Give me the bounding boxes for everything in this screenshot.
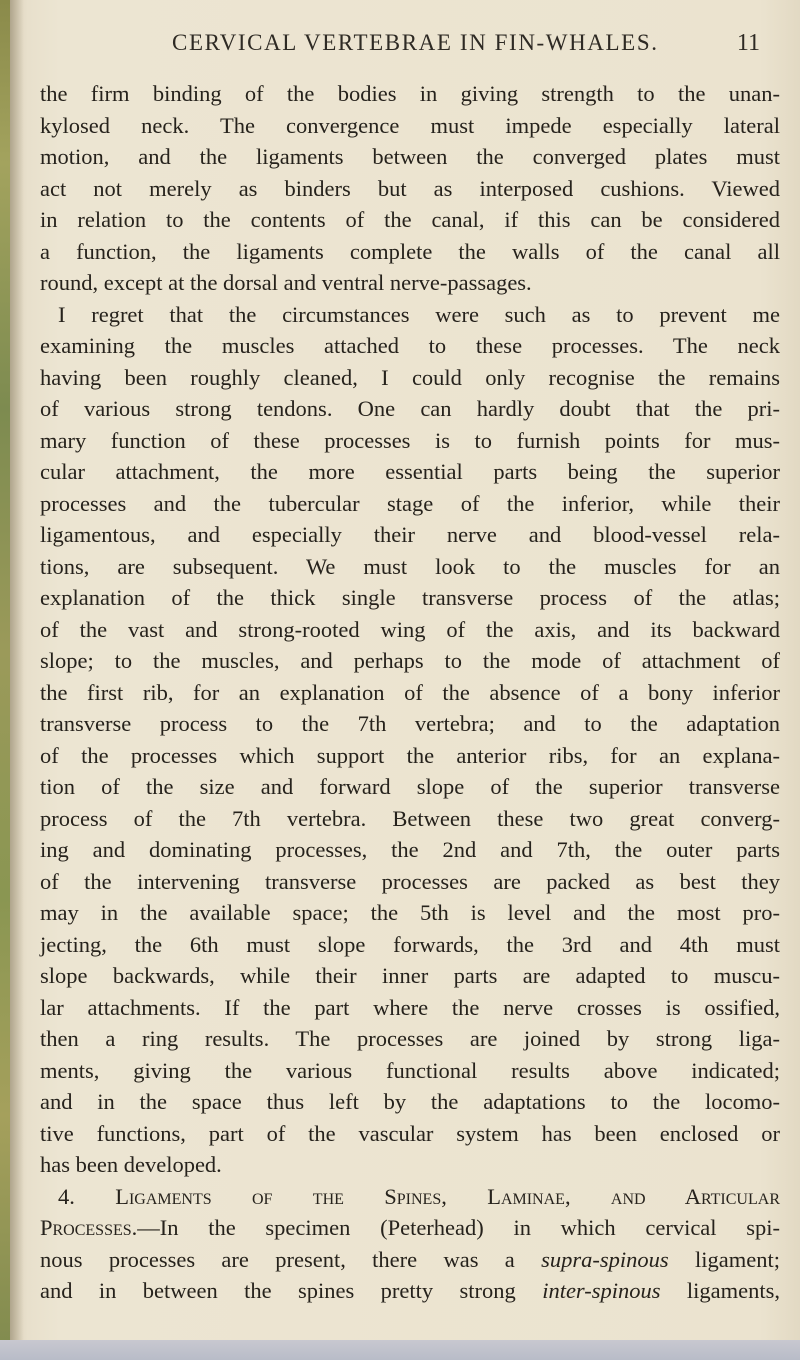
section-heading-continued: Processes. [40,1215,138,1240]
text-line: ligamentous, and especially their nerve and blood-vessel rela- [40,522,780,547]
italic-term: supra-spinous [541,1246,669,1272]
text-line: tions, are subsequent. We must look to the muscles for an [40,553,780,579]
text-line: transverse process to the 7th vertebra; and to the adaptation [40,711,780,736]
paragraph-start-line: I regret that the circumstances were such as to prevent me [58,301,780,327]
text-line [40,1275,780,1307]
text-line: tive functions, part of the vascular system has been enclosed or [40,1120,780,1146]
running-head: CERVICAL VERTEBRAE IN FIN-WHALES. [172,30,659,55]
text-line: examining the muscles attached to these processes. The neck [40,333,780,358]
text-line: of the intervening transverse processes are packed as best they [40,868,780,894]
text-line: has been developed. [40,1152,222,1177]
text-line: cular attachment, the more essential parts being the superior [40,459,780,484]
text-fragment: nous processes are present, there was a [40,1246,542,1272]
section-first-line [40,1212,780,1244]
text-line: mary function of these processes is to furnish points for mus- [40,427,780,453]
page-header [60,30,760,66]
text-fragment: and in between the spines pretty strong [40,1278,543,1303]
text-fragment: ligament; [668,1246,780,1272]
section-text: —In the specimen (Peterhead) in which cervical spi- [137,1215,780,1240]
text-line: act not merely as binders but as interposed cushions. Viewed [40,175,780,201]
text-line: then a ring results. The processes are joined by strong liga- [40,1026,780,1051]
text-line: motion, and the ligaments between the converged plates must [40,144,780,169]
text-line: process of the 7th vertebra. Between these two great converg- [40,805,780,831]
text-line: ments, giving the various functional results above indicated; [40,1057,780,1083]
section-heading: Ligaments of the Spines, Laminae, and Articular [115,1183,780,1209]
text-line: slope backwards, while their inner parts are adapted to muscu- [40,963,780,988]
text-line: in relation to the contents of the canal, if this can be considered [40,207,780,232]
text-line: of the vast and strong-rooted wing of the axis, and its backward [40,616,780,642]
text-line: tion of the size and forward slope of the superior transverse [40,774,780,799]
text-line: kylosed neck. The convergence must impede especially lateral [40,112,780,138]
text-line: the firm binding of the bodies in giving strength to the unan- [40,81,780,106]
text-line [40,1244,780,1276]
text-fragment: ligaments, [660,1278,781,1303]
text-line: ing and dominating processes, the 2nd and 7th, the outer parts [40,837,780,862]
text-line: the first rib, for an explanation of the absence of a bony inferior [40,679,780,705]
text-line: processes and the tubercular stage of the inferior, while their [40,490,780,516]
page-bottom-edge [0,1340,800,1360]
text-line: round, except at the dorsal and ventral nerve-passages. [40,270,532,295]
section-number: 4. [58,1183,75,1209]
text-line: may in the available space; the 5th is level and the most pro- [40,900,780,925]
text-line: of various strong tendons. One can hardly doubt that the pri- [40,396,780,421]
text-line: lar attachments. If the part where the nerve crosses is ossified, [40,994,780,1020]
italic-term: inter-spinous [542,1278,661,1303]
binding-shadow [10,0,24,1360]
book-binding-edge [0,0,10,1360]
text-line: explanation of the thick single transverse process of the atlas; [40,585,780,610]
text-line: having been roughly cleaned, I could only recognise the remains [40,364,780,390]
text-line: jecting, the 6th must slope forwards, the 3rd and 4th must [40,931,780,957]
section-heading-line [40,1181,780,1213]
body-text [40,78,780,1307]
text-line: of the processes which support the anterior ribs, for an explana- [40,742,780,768]
text-line: a function, the ligaments complete the walls of the canal all [40,238,780,264]
text-line: slope; to the muscles, and perhaps to the mode of attachment of [40,648,780,673]
page-number: 11 [736,30,760,56]
text-line: and in the space thus left by the adaptations to the locomo- [40,1089,780,1114]
